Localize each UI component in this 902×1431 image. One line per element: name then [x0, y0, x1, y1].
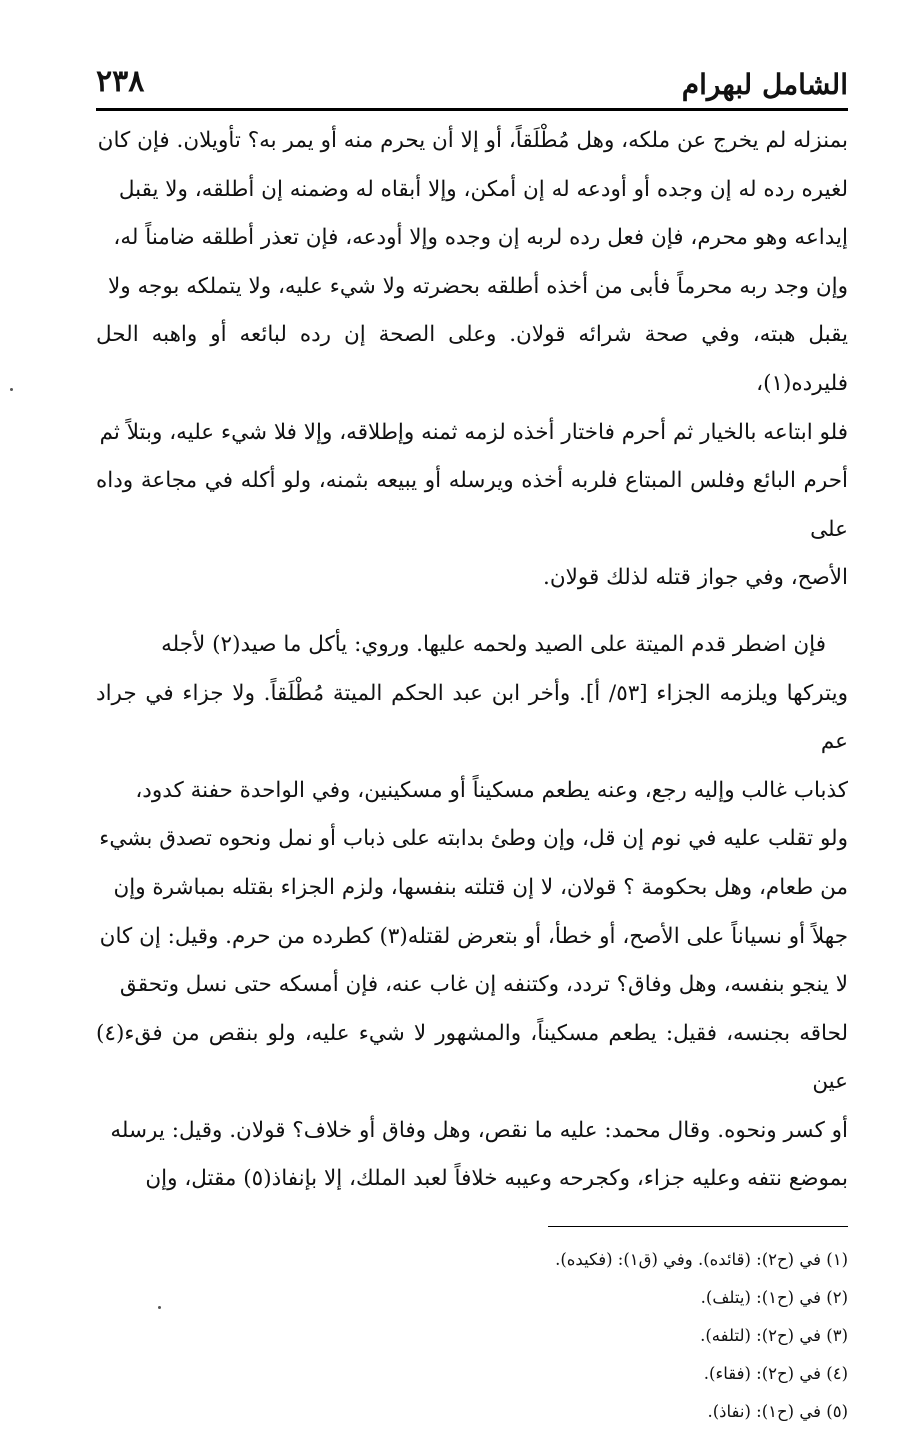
- footnote: (٣) في (ح٢): (لتلفه).: [700, 1326, 848, 1346]
- header-rule: [96, 108, 848, 111]
- text-line: كذباب غالب وإليه رجع، وعنه يطعم مسكيناً أو مسكينين، وفي الواحدة حفنة كدود،: [135, 777, 848, 803]
- page-number: ٢٣٨: [96, 64, 145, 99]
- text-line: الأصح، وفي جواز قتله لذلك قولان.: [543, 565, 848, 591]
- text-line: فإن اضطر قدم الميتة على الصيد ولحمه عليها. وروي: يأكل ما صيد(٢) لأجله: [161, 631, 826, 657]
- footnote-separator: [548, 1226, 848, 1227]
- text-line: فلو ابتاعه بالخيار ثم أحرم فاختار أخذه لزمه ثمنه وإطلاقه، وإلا فلا شيء عليه، وبتلاً ثم: [99, 419, 848, 445]
- running-header: [96, 56, 848, 108]
- footnote: (٤) في (ح٢): (فقاء).: [703, 1364, 848, 1384]
- text-line: إيداعه وهو محرم، فإن فعل رده لربه إن وجده وإلا أودعه، فإن تعذر أطلقه ضامناً له،: [113, 225, 848, 251]
- text-line: وإن وجد ربه محرماً فأبى من أخذه أطلقه بحضرته ولا شيء عليه، ولا يتملكه بوجه ولا: [108, 273, 848, 299]
- text-line: بمنزله لم يخرج عن ملكه، وهل مُطْلَقاً، أو إلا أن يحرم منه أو يمر به؟ تأويلان. فإن كان: [97, 128, 848, 153]
- scan-speck: [10, 388, 13, 391]
- text-line: ولو تقلب عليه في نوم إن قل، وإن وطئ بدابته على ذباب أو نمل ونحوه تصدق بشيء: [99, 826, 848, 852]
- footnote: (١) في (ح٢): (قائده). وفي (ق١): (فكيده).: [555, 1250, 848, 1270]
- text-line: أو كسر ونحوه. وقال محمد: عليه ما نقص، وهل وفاق أو خلاف؟ قولان. وقيل: يرسله: [110, 1117, 848, 1143]
- text-line: من طعام، وهل بحكومة ؟ قولان، لا إن قتلته بنفسها، ولزم الجزاء بقتله بمباشرة وإن: [113, 874, 848, 900]
- text-line: جهلاً أو نسياناً على الأصح، أو خطأ، أو بتعرض لقتله(٣) كطرده من حرم. وقيل: إن كان: [99, 923, 848, 949]
- text-line: لا ينجو بنفسه، وهل وفاق؟ تردد، وكتنفه إن غاب عنه، فإن أمسكه حتى نسل وتحقق: [119, 972, 848, 998]
- text-line: لحاقه بجنسه، فقيل: يطعم مسكيناً، والمشهور لا شيء عليه، ولو بنقص من فقء(٤) عين: [96, 1020, 848, 1095]
- text-line: لغيره رده له إن وجده أو أودعه له إن أمكن، وإلا أبقاه له وضمنه إن أطلقه، ولا يقبل: [118, 176, 848, 202]
- body-paragraph-1: [96, 117, 848, 603]
- book-page: [96, 56, 848, 1431]
- body-paragraph-2: [96, 621, 848, 1204]
- text-line: أحرم البائع وفلس المبتاع فلربه أخذه ويرسله أو يبيعه بثمنه، ولو أكله في مجاعة وداه على: [96, 468, 848, 542]
- text-line: يقبل هبته، وفي صحة شرائه قولان. وعلى الصحة إن رده لبائعه أو واهبه الحل فليرده(١)،: [96, 322, 848, 396]
- text-line: ويتركها ويلزمه الجزاء [٥٣/ أ]. وأخر ابن عبد الحكم الميتة مُطْلَقاً. ولا جزاء في جراد عم: [96, 680, 849, 755]
- footnote: (٢) في (ح١): (يتلف).: [700, 1288, 848, 1308]
- scan-speck: [158, 1306, 161, 1309]
- text-line: بموضع نتفه وعليه جزاء، وكجرحه وعيبه خلافاً لعبد الملك، إلا بإنفاذ(٥) مقتل، وإن: [145, 1166, 848, 1192]
- running-title: الشامل لبهرام: [681, 68, 848, 101]
- footnotes: [96, 1241, 848, 1431]
- footnote: (٥) في (ح١): (نفاذ).: [707, 1402, 848, 1422]
